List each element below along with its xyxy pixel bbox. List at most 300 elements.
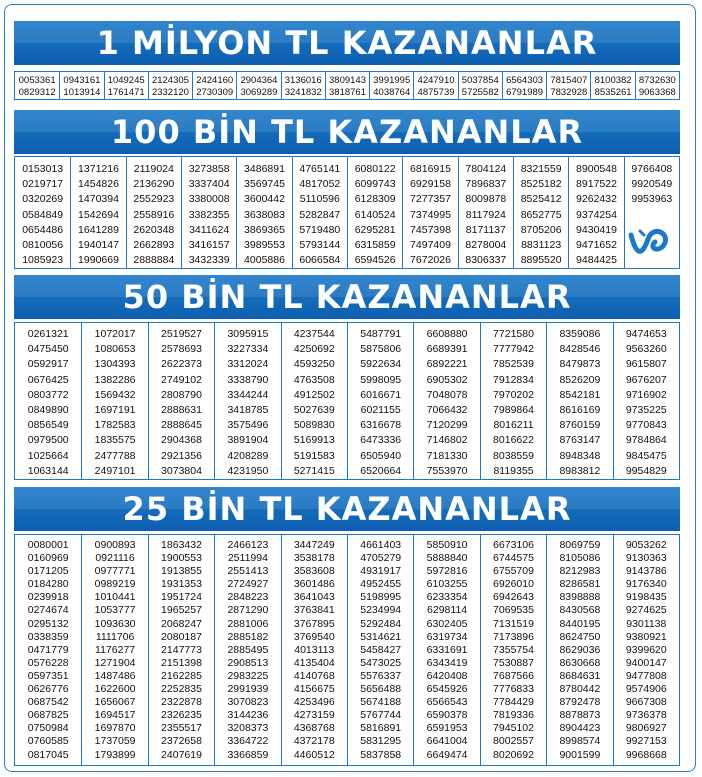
winning-number: 5719480 (299, 223, 341, 236)
winning-number: 1931353 (161, 578, 202, 591)
winning-number: 1111706 (95, 630, 135, 643)
winning-number: 1913855 (161, 565, 202, 578)
winning-number: 2921356 (161, 449, 202, 462)
winning-number: 5037854 (461, 75, 499, 86)
winning-number: 0900893 (94, 539, 136, 551)
winning-number: 2552923 (133, 193, 175, 206)
winning-number: 7776833 (493, 683, 534, 696)
winners-50-bin-grid (14, 322, 680, 480)
winners-column (502, 72, 546, 99)
winning-number: 4912502 (293, 388, 335, 401)
winners-column (413, 535, 479, 765)
winning-number: 0626776 (27, 683, 69, 696)
winning-number: 4005886 (244, 254, 285, 267)
winning-number: 8763147 (559, 434, 601, 447)
winning-number: 0977771 (94, 565, 136, 578)
winning-number: 3366859 (227, 748, 269, 761)
winners-column (292, 157, 347, 268)
winning-number: 1176277 (95, 643, 136, 656)
winning-number: 9615807 (625, 358, 667, 371)
winning-number: 1761471 (107, 87, 145, 98)
winning-number: 8428546 (559, 343, 601, 356)
winning-number: 2881006 (227, 617, 269, 630)
winning-number: 5816891 (360, 722, 402, 735)
winning-number: 9430419 (576, 223, 617, 236)
winners-column (347, 157, 402, 268)
winning-number: 2578693 (161, 343, 202, 356)
winning-number: 2991939 (227, 683, 269, 696)
winning-number: 8009878 (465, 193, 507, 206)
winners-column (281, 535, 347, 765)
winning-number: 4247910 (417, 75, 455, 86)
winning-number: 8904423 (559, 722, 601, 735)
winning-number: 1990669 (78, 254, 119, 267)
winning-number: 3641043 (293, 591, 335, 604)
winning-number: 7355754 (493, 643, 534, 656)
winning-number: 4237544 (293, 328, 335, 340)
winning-number: 0338359 (27, 630, 69, 643)
winning-number: 5674188 (360, 696, 402, 709)
winning-number: 0803772 (27, 388, 69, 401)
winning-number: 0849890 (27, 404, 69, 417)
winning-number: 4593250 (293, 358, 335, 371)
winning-number: 0576228 (27, 656, 69, 669)
winning-number: 5875806 (360, 343, 402, 356)
winning-number: 6128309 (354, 193, 396, 206)
winning-number: 7832928 (550, 87, 588, 98)
winning-number: 2724927 (227, 578, 269, 591)
winning-number: 9400147 (625, 656, 667, 669)
winning-number: 6233354 (426, 591, 468, 604)
winning-number: 0274674 (27, 604, 69, 617)
winning-number: 0171205 (27, 565, 69, 578)
winning-number: 8020692 (493, 748, 534, 761)
winning-number: 5922634 (360, 358, 402, 371)
winning-number: 3769540 (293, 630, 335, 643)
winning-number: 6298114 (427, 604, 468, 617)
winners-column (369, 72, 413, 99)
winning-number: 9301138 (626, 617, 667, 630)
winning-number: 5282847 (299, 208, 341, 221)
winning-number: 0921116 (95, 552, 135, 565)
winning-number: 5576337 (360, 669, 402, 682)
winning-number: 6905302 (426, 373, 468, 386)
winning-number: 7066432 (426, 404, 468, 417)
winning-number: 1013914 (63, 87, 101, 98)
winning-number: 0184280 (27, 578, 69, 591)
winning-number: 0239918 (27, 591, 69, 604)
winning-number: 5198995 (360, 591, 402, 604)
winning-number: 3891904 (227, 434, 269, 447)
winning-number: 4875739 (417, 87, 455, 98)
winning-number: 8948348 (559, 449, 601, 462)
winning-number: 8732630 (638, 75, 676, 86)
winning-number: 1656067 (94, 696, 136, 709)
winning-number: 3638083 (244, 208, 285, 221)
winning-number: 8895520 (520, 254, 562, 267)
winning-number: 2888631 (161, 404, 202, 417)
winning-number: 4931917 (360, 565, 402, 578)
winning-number: 7970202 (493, 388, 534, 401)
winning-number: 1454826 (78, 178, 119, 191)
winning-number: 8831123 (521, 239, 562, 252)
winning-number: 8286581 (559, 578, 601, 591)
winning-number: 6591953 (426, 722, 468, 735)
winning-number: 1694517 (94, 709, 136, 722)
winning-number: 6892221 (426, 358, 468, 371)
winners-column (148, 535, 214, 765)
winning-number: 6080122 (354, 163, 396, 175)
winning-number: 4952455 (360, 578, 402, 591)
lottery-logo-icon (626, 225, 672, 263)
winners-column (15, 535, 81, 765)
winning-number: 1697870 (94, 722, 136, 735)
winning-number: 4208289 (227, 449, 269, 462)
winners-column (15, 72, 59, 99)
winning-number: 2871290 (227, 604, 269, 617)
winning-number: 9770843 (625, 419, 667, 432)
winning-number: 3069289 (240, 87, 278, 98)
winners-column (81, 323, 147, 479)
winning-number: 6673106 (493, 539, 534, 551)
winning-number: 1072017 (94, 328, 136, 340)
winning-number: 1085923 (22, 254, 64, 267)
winners-column (181, 157, 236, 268)
winning-number: 0829312 (18, 87, 56, 98)
winning-number: 8629036 (559, 643, 601, 656)
winning-number: 8119355 (493, 464, 534, 477)
winning-number: 9574906 (625, 683, 667, 696)
winning-number: 3447249 (293, 539, 335, 551)
winning-number: 3989553 (244, 239, 285, 252)
winning-number: 7497409 (410, 239, 451, 252)
winners-column (236, 72, 280, 99)
winning-number: 4140768 (293, 669, 335, 682)
winning-number: 9784864 (625, 434, 667, 447)
winning-number: 3416157 (188, 239, 230, 252)
winning-number: 2620348 (133, 223, 175, 236)
winning-number: 6420408 (426, 669, 468, 682)
winning-number: 7687566 (493, 669, 534, 682)
winning-number: 9474653 (625, 328, 667, 340)
winning-number: 6505940 (360, 449, 402, 462)
winning-number: 9471652 (576, 239, 617, 252)
winning-number: 1863432 (161, 539, 202, 551)
winning-number: 1371216 (78, 163, 119, 175)
section-title-25-bin: 25 BİN TL KAZANANLAR (14, 487, 680, 531)
winning-number: 3136016 (284, 75, 322, 86)
winning-number: 2147773 (161, 643, 202, 656)
winning-number: 1940147 (78, 239, 119, 252)
winning-number: 2904364 (240, 75, 278, 86)
winning-number: 3818761 (329, 87, 366, 98)
winning-number: 0979500 (27, 434, 69, 447)
winning-number: 7553970 (426, 464, 468, 477)
winning-number: 7777942 (493, 343, 534, 356)
winning-number: 2808790 (161, 388, 202, 401)
winning-number: 0760585 (27, 735, 69, 748)
winning-number: 0475450 (27, 343, 69, 356)
winning-number: 2326235 (161, 709, 202, 722)
winning-number: 2136290 (133, 178, 175, 191)
winning-number: 5473025 (360, 656, 402, 669)
winning-number: 5972816 (426, 565, 468, 578)
winners-1-milyon-grid (14, 71, 680, 100)
winning-number: 7852539 (493, 358, 534, 371)
winning-number: 0597351 (27, 669, 69, 682)
winning-number: 7181330 (426, 449, 468, 462)
winning-number: 6641004 (426, 735, 468, 748)
winning-number: 9716902 (625, 388, 667, 401)
winning-number: 1053777 (94, 604, 136, 617)
winning-number: 0687542 (27, 696, 69, 709)
winning-number: 1951724 (161, 591, 202, 604)
winning-number: 6566543 (426, 696, 468, 709)
winning-number: 3337404 (188, 178, 230, 191)
winning-number: 1900553 (161, 552, 202, 565)
winning-number: 6331691 (426, 643, 468, 656)
winning-number: 3767895 (293, 617, 335, 630)
winning-number: 3575496 (227, 419, 269, 432)
winning-number: 2888645 (161, 419, 202, 432)
winning-number: 4135404 (293, 656, 335, 669)
winning-number: 3338790 (227, 373, 269, 386)
winning-number: 0654486 (22, 223, 64, 236)
winning-number: 8016211 (493, 419, 534, 432)
winning-number: 3411624 (189, 223, 230, 236)
winning-number: 1470394 (78, 193, 119, 206)
winning-number: 0750984 (27, 722, 69, 735)
winners-column (413, 72, 457, 99)
winning-number: 6744575 (493, 552, 534, 565)
winners-column (59, 72, 103, 99)
winning-number: 1487486 (94, 669, 136, 682)
winning-number: 8430568 (559, 604, 601, 617)
winning-number: 0584849 (22, 208, 64, 221)
winning-number: 5888840 (426, 552, 468, 565)
winning-number: 8878873 (559, 709, 601, 722)
winning-number: 5767744 (360, 709, 402, 722)
winning-number: 2162285 (161, 669, 202, 682)
winning-number: 5169913 (293, 434, 335, 447)
winners-column (513, 157, 568, 268)
winning-number: 5487791 (360, 328, 402, 340)
winning-number: 2885495 (227, 643, 269, 656)
winning-number: 0219717 (22, 178, 64, 191)
winning-number: 8535261 (594, 87, 632, 98)
winning-number: 6545926 (426, 683, 468, 696)
winning-number: 8069759 (559, 539, 601, 551)
winning-number: 3538178 (293, 552, 335, 565)
winning-number: 3312024 (227, 358, 269, 371)
winning-number: 2124305 (151, 75, 189, 86)
winning-number: 3600442 (244, 193, 285, 206)
winning-number: 7815407 (550, 75, 588, 86)
winning-number: 2730309 (196, 87, 234, 98)
winning-number: 1382286 (94, 373, 136, 386)
winning-number: 1965257 (161, 604, 202, 617)
winning-number: 9735225 (625, 404, 667, 417)
winning-number: 5271415 (293, 464, 335, 477)
winning-number: 2551413 (227, 565, 269, 578)
winners-column (458, 72, 502, 99)
winning-number: 4231950 (227, 464, 269, 477)
winning-number: 3344244 (227, 388, 269, 401)
winning-number: 9130363 (625, 552, 667, 565)
winning-number: 1622600 (94, 683, 136, 696)
winning-number: 1063144 (27, 464, 69, 477)
winning-number: 7945102 (493, 722, 534, 735)
winning-number: 9399620 (625, 643, 667, 656)
winners-column (148, 72, 192, 99)
winning-number: 9143786 (625, 565, 667, 578)
winning-number: 6564303 (506, 75, 544, 86)
winning-number: 0153013 (22, 163, 64, 175)
winning-number: 9262432 (576, 193, 617, 206)
winning-number: 5998095 (360, 373, 402, 386)
winning-number: 8212983 (559, 565, 601, 578)
winning-number: 7989864 (493, 404, 534, 417)
winning-number: 7896837 (465, 178, 507, 191)
winning-number: 6649474 (426, 748, 468, 761)
winning-number: 1793899 (94, 748, 136, 761)
winning-number: 2466123 (227, 539, 269, 551)
winning-number: 3273858 (188, 163, 230, 175)
section-title-50-bin: 50 BİN TL KAZANANLAR (14, 275, 680, 319)
winning-number: 0856549 (27, 419, 69, 432)
winning-number: 0943161 (63, 75, 101, 86)
winners-column (613, 535, 679, 765)
winning-number: 3144236 (227, 709, 269, 722)
winning-number: 0080001 (27, 539, 69, 551)
winners-column (480, 323, 546, 479)
winning-number: 7530887 (493, 656, 534, 669)
winning-number: 2511994 (227, 552, 268, 565)
winners-column (480, 535, 546, 765)
winning-number: 3380008 (188, 193, 230, 206)
winning-number: 8652775 (520, 208, 562, 221)
winning-number: 3241832 (284, 87, 322, 98)
winning-number: 9477808 (625, 669, 667, 682)
winning-number: 6608880 (426, 328, 468, 340)
winners-column (402, 157, 457, 268)
winning-number: 5656488 (360, 683, 402, 696)
winning-number: 4156675 (293, 683, 335, 696)
winning-number: 8171137 (465, 223, 506, 236)
winning-number: 2151398 (161, 656, 202, 669)
winning-number: 1304393 (94, 358, 136, 371)
winners-column (546, 323, 612, 479)
winning-number: 6816915 (410, 163, 451, 175)
winning-number: 2848223 (227, 591, 269, 604)
winning-number: 8630668 (559, 656, 601, 669)
winning-number: 6791989 (506, 87, 544, 98)
winning-number: 6473336 (360, 434, 402, 447)
winning-number: 9954829 (625, 464, 667, 477)
winning-number: 2080187 (161, 630, 202, 643)
winning-number: 2119024 (133, 163, 174, 175)
winning-number: 2068247 (161, 617, 202, 630)
winning-number: 6140524 (354, 208, 396, 221)
winning-number: 6099743 (354, 178, 396, 191)
winning-number: 6594526 (354, 254, 396, 267)
winners-column (214, 323, 280, 479)
winning-number: 9563260 (625, 343, 667, 356)
winning-number: 0295132 (27, 617, 69, 630)
winning-number: 7912834 (493, 373, 534, 386)
winning-number: 4705279 (360, 552, 402, 565)
winners-column (126, 157, 181, 268)
winning-number: 8359086 (559, 328, 601, 340)
winning-number: 0687825 (27, 709, 69, 722)
winning-number: 3991995 (373, 75, 411, 86)
winning-number: 6021155 (360, 404, 401, 417)
winning-number: 9198435 (625, 591, 667, 604)
winning-number: 7672026 (410, 254, 451, 267)
winners-column (568, 157, 623, 268)
winning-number: 3364722 (227, 735, 269, 748)
winning-number: 5837858 (360, 748, 402, 761)
winning-number: 1641289 (78, 223, 119, 236)
winning-number: 9766408 (631, 163, 673, 175)
winning-number: 1025664 (27, 449, 69, 462)
winners-25-bin-grid (14, 534, 680, 766)
winning-number: 6926010 (493, 578, 534, 591)
winning-number: 3227334 (227, 343, 269, 356)
winning-number: 1835575 (94, 434, 136, 447)
winning-number: 5831295 (360, 735, 402, 748)
winning-number: 2372658 (161, 735, 202, 748)
winning-number: 3070823 (227, 696, 269, 709)
winning-number: 7146802 (426, 434, 468, 447)
winners-column (590, 72, 634, 99)
winning-number: 2558916 (133, 208, 175, 221)
winning-number: 2252835 (161, 683, 202, 696)
winning-number: 9676207 (625, 373, 667, 386)
winning-number: 7457398 (410, 223, 451, 236)
winning-number: 8100382 (594, 75, 632, 86)
winning-number: 8684631 (559, 669, 601, 682)
winners-column (148, 323, 214, 479)
winners-column (325, 72, 369, 99)
winning-number: 6016671 (360, 388, 402, 401)
winning-number: 6066584 (299, 254, 341, 267)
winning-number: 5027639 (293, 404, 335, 417)
winning-number: 6302405 (426, 617, 468, 630)
winning-number: 9274625 (625, 604, 667, 617)
winning-number: 4368768 (293, 722, 335, 735)
winning-number: 7173896 (493, 630, 534, 643)
winners-column (413, 323, 479, 479)
winning-number: 2888884 (133, 254, 175, 267)
section-title-1-milyon: 1 MİLYON TL KAZANANLAR (14, 21, 680, 65)
winning-number: 0810056 (22, 239, 64, 252)
winning-number: 2749102 (161, 373, 202, 386)
winning-number: 7784429 (493, 696, 534, 709)
winning-number: 3208373 (227, 722, 269, 735)
winning-number: 7804124 (465, 163, 507, 175)
winners-column (347, 535, 413, 765)
winning-number: 0676425 (27, 373, 69, 386)
winners-column (15, 157, 70, 268)
winning-number: 1049245 (107, 75, 145, 86)
winning-number: 3763841 (293, 604, 335, 617)
winning-number: 3601486 (293, 578, 335, 591)
winners-column (236, 157, 291, 268)
winners-column (613, 323, 679, 479)
winning-number: 3809143 (329, 75, 366, 86)
winning-number: 4817052 (299, 178, 341, 191)
